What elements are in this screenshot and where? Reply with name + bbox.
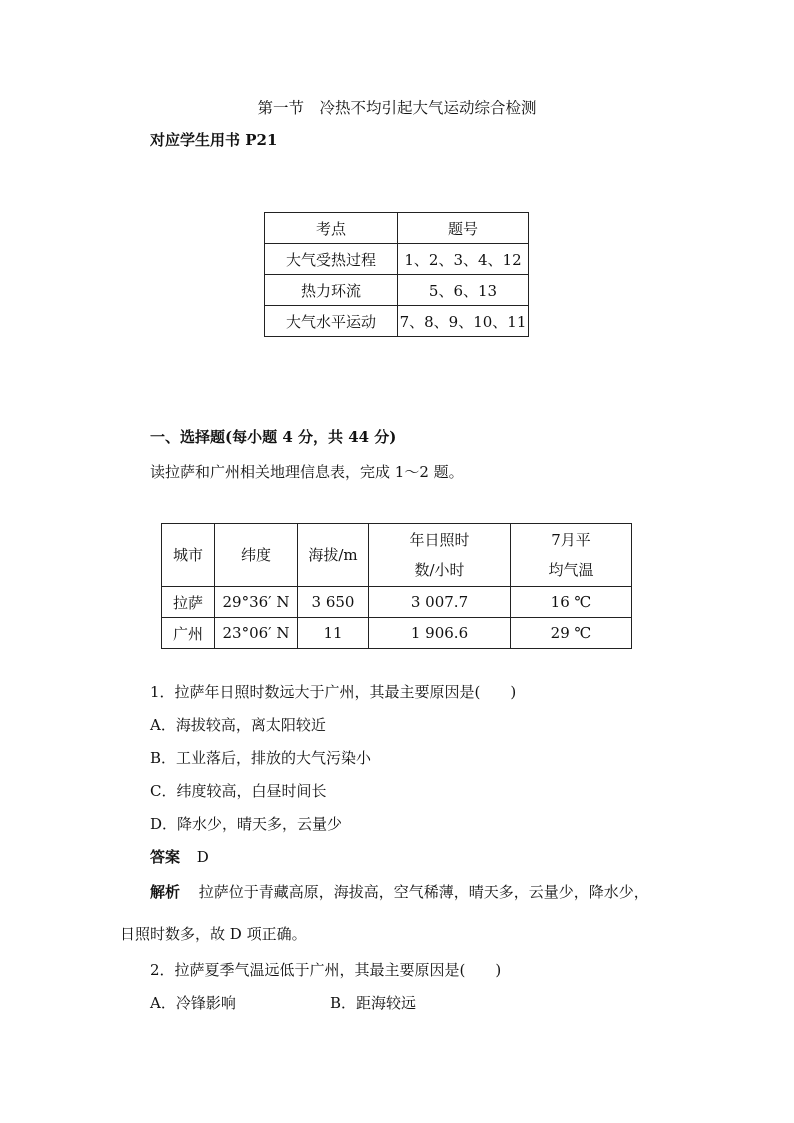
table-header-cell: 城市	[162, 524, 215, 587]
topic-table	[264, 212, 529, 337]
header-line: 7月平	[551, 531, 591, 549]
city-table	[161, 523, 632, 649]
table-cell: 16 ℃	[511, 587, 632, 618]
analysis-label: 解析	[150, 883, 181, 901]
table-cell: 23°06′ N	[215, 618, 298, 649]
table-cell: 3 650	[298, 587, 369, 618]
table-cell: 11	[298, 618, 369, 649]
section-heading: 一、选择题(每小题 4 分，共 44 分)	[150, 428, 397, 446]
table-row	[162, 618, 632, 649]
table-header-cell	[511, 524, 632, 587]
table-row	[265, 306, 529, 337]
reference-line: 对应学生用书 P21	[150, 131, 278, 149]
question-2-option-a: A．冷锋影响	[150, 994, 236, 1012]
header-line: 均气温	[548, 561, 594, 579]
question-1-stem: 1．拉萨年日照时数远大于广州，其最主要原因是( )	[150, 683, 517, 701]
analysis-text-continued: 日照时数多，故 D 项正确。	[120, 925, 307, 943]
page-title: 第一节 冷热不均引起大气运动综合检测	[257, 99, 537, 117]
table-cell: 3 007.7	[369, 587, 511, 618]
table-cell: 拉萨	[162, 587, 215, 618]
table-cell: 大气受热过程	[265, 244, 398, 275]
analysis-text: 拉萨位于青藏高原，海拔高，空气稀薄，晴天多，云量少，降水少，	[198, 883, 649, 901]
table-row	[265, 275, 529, 306]
question-1-option-b: B．工业落后，排放的大气污染小	[150, 749, 372, 767]
table-cell: 7、8、9、10、11	[398, 306, 529, 337]
header-line: 年日照时	[409, 531, 470, 549]
table-header-row	[162, 524, 632, 587]
question-1-option-d: D．降水少，晴天多，云量少	[150, 815, 343, 833]
table-row	[162, 587, 632, 618]
question-1-option-a: A．海拔较高，离太阳较近	[150, 716, 326, 734]
table-row	[265, 244, 529, 275]
question-2-stem: 2．拉萨夏季气温远低于广州，其最主要原因是( )	[150, 961, 502, 979]
table-cell: 热力环流	[265, 275, 398, 306]
table-cell: 1 906.6	[369, 618, 511, 649]
question-2-option-b: B．距海较远	[330, 994, 417, 1012]
table-header-cell: 海拔/m	[298, 524, 369, 587]
table-cell: 5、6、13	[398, 275, 529, 306]
answer-line	[150, 846, 209, 867]
header-line: 数/小时	[414, 561, 465, 579]
answer-value: D	[196, 848, 209, 866]
table-header-row	[265, 213, 529, 244]
section-intro: 读拉萨和广州相关地理信息表，完成 1～2 题。	[150, 463, 464, 481]
table-cell: 1、2、3、4、12	[398, 244, 529, 275]
table-header-cell	[369, 524, 511, 587]
table-header-cell: 考点	[265, 213, 398, 244]
table-cell: 广州	[162, 618, 215, 649]
question-1-option-c: C．纬度较高，白昼时间长	[150, 782, 327, 800]
table-cell: 29°36′ N	[215, 587, 298, 618]
answer-label: 答案	[150, 848, 181, 866]
table-cell: 大气水平运动	[265, 306, 398, 337]
table-header-cell: 题号	[398, 213, 529, 244]
table-cell: 29 ℃	[511, 618, 632, 649]
table-header-cell: 纬度	[215, 524, 298, 587]
analysis-line	[150, 881, 649, 902]
